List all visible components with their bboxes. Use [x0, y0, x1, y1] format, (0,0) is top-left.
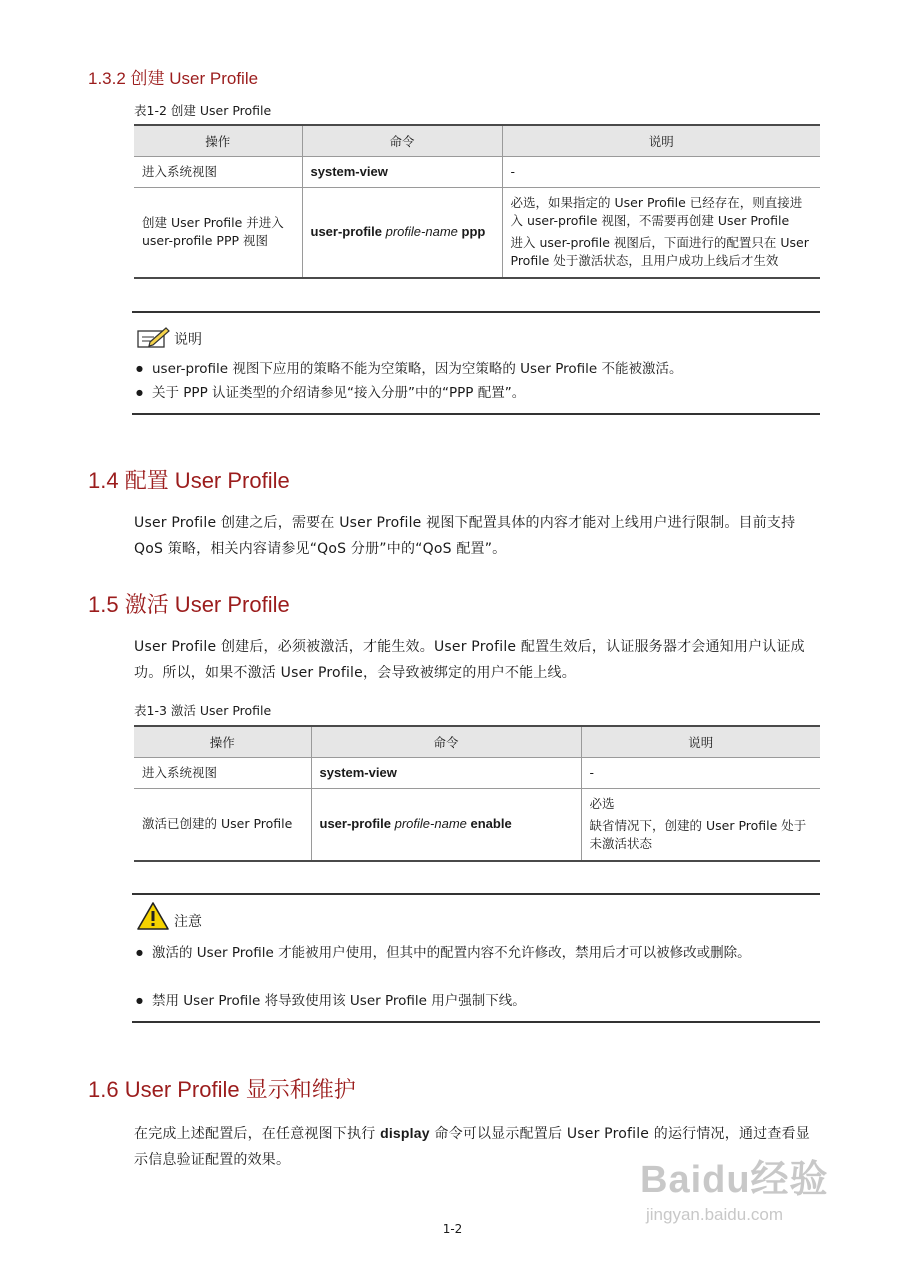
section-body-1-4: User Profile 创建之后，需要在 User Profile 视图下配置具体的内容才能对上线用户进行限制。目前支持 QoS 策略，相关内容请参见“QoS 分册”中的“QoS 配置”。: [134, 515, 796, 557]
header-command: 命令: [311, 726, 581, 758]
cell-description: [581, 789, 820, 861]
cell-command: [311, 789, 581, 861]
cell-operation: 创建 User Profile 并进入 user-profile PPP 视图: [134, 188, 302, 278]
cell-description: -: [581, 758, 820, 789]
section-heading-1-5: 1.5 激活 User Profile: [88, 592, 290, 617]
description-line: 进入 user-profile 视图后，下面进行的配置只在 User Profile 处于激活状态，且用户成功上线后才生效: [510, 235, 809, 269]
note-box: [132, 311, 820, 415]
command-keyword: user-profile: [310, 224, 386, 240]
header-command: 命令: [302, 125, 502, 157]
display-command: display: [380, 1125, 430, 1141]
header-description: 说明: [581, 726, 820, 758]
section-heading-1-6: 1.6 User Profile 显示和维护: [88, 1077, 356, 1102]
table-header-row: [134, 726, 820, 758]
command-keyword: ppp: [457, 224, 486, 240]
command-argument: profile-name: [394, 816, 467, 832]
command-keyword: user-profile: [319, 816, 395, 832]
header-operation: 操作: [134, 726, 311, 758]
cell-command: system-view: [302, 157, 502, 188]
table-1-3: [134, 725, 820, 862]
note-item: ● 关于 PPP 认证类型的介绍请参见“接入分册”中的“PPP 配置”。: [136, 381, 816, 405]
cell-operation: 进入系统视图: [134, 758, 311, 789]
caution-item: ● 激活的 User Profile 才能被用户使用，但其中的配置内容不允许修改，禁用后才可以被修改或删除。: [136, 941, 816, 965]
section-body-1-5: User Profile 创建后，必须被激活，才能生效。User Profile 配置生效后，认证服务器才会通知用户认证成功。所以，如果不激活 User Profile，会导致被绑定的用户不能上线。: [134, 639, 805, 681]
table-row: [134, 188, 820, 278]
table-caption-1-2: 表1-2 创建 User Profile: [134, 103, 272, 118]
page-number: 1-2: [442, 1222, 463, 1236]
section-heading-1-4: 1.4 配置 User Profile: [88, 468, 290, 493]
caution-header: [136, 903, 202, 931]
cell-command: system-view: [311, 758, 581, 789]
baidu-logo: Baidu经验: [640, 1159, 829, 1201]
description-line: 必选，如果指定的 User Profile 已经存在，则直接进入 user-profile 视图，不需要再创建 User Profile: [510, 195, 803, 229]
header-operation: 操作: [134, 125, 302, 157]
caution-item: ● 禁用 User Profile 将导致使用该 User Profile 用户强制下线。: [136, 989, 816, 1013]
table-row: [134, 789, 820, 861]
table-header-row: [134, 125, 820, 157]
pencil-note-icon: [136, 325, 170, 349]
section-heading-1-3-2: 1.3.2 创建 User Profile: [88, 69, 259, 88]
command-keyword: enable: [466, 816, 512, 832]
table-row: [134, 157, 820, 188]
cell-description: -: [502, 157, 820, 188]
body-text: 命令可以显示配置后 User Profile 的运行情况，通过查看显示信息验证配置的效果。: [134, 1126, 810, 1168]
cell-command: [302, 188, 502, 278]
cell-operation: 进入系统视图: [134, 157, 302, 188]
note-label: 说明: [174, 332, 202, 348]
description-line: 必选: [589, 796, 615, 812]
note-item: ● user-profile 视图下应用的策略不能为空策略，因为空策略的 User Profile 不能被激活。: [136, 357, 816, 381]
command-argument: profile-name: [385, 224, 458, 240]
watermark-url: jingyan.baidu.com: [646, 1205, 784, 1224]
cell-description: [502, 188, 820, 278]
header-description: 说明: [502, 125, 820, 157]
caution-box: [132, 893, 820, 1023]
description-line: 缺省情况下，创建的 User Profile 处于未激活状态: [589, 818, 807, 852]
body-text: 在完成上述配置后，在任意视图下执行: [134, 1126, 381, 1142]
note-header: [136, 321, 202, 349]
table-caption-1-3: 表1-3 激活 User Profile: [134, 703, 272, 718]
table-1-2: [134, 124, 820, 279]
warning-triangle-icon: [136, 901, 170, 931]
caution-label: 注意: [174, 914, 202, 930]
cell-operation: 激活已创建的 User Profile: [134, 789, 311, 861]
table-row: [134, 758, 820, 789]
